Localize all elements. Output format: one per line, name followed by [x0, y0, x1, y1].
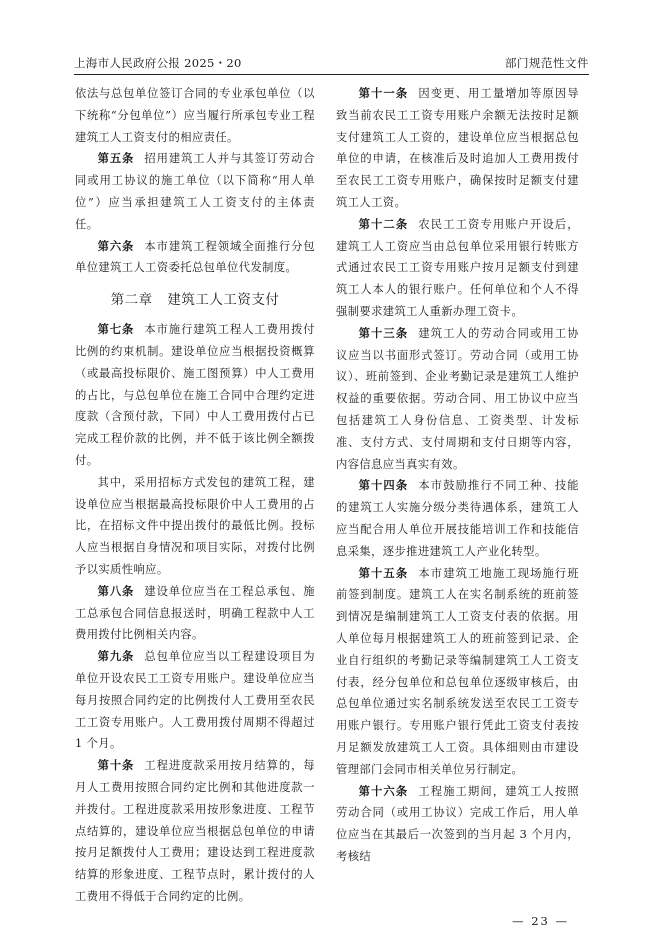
article-16	[336, 781, 579, 868]
article-label: 第十二条	[358, 216, 409, 231]
paragraph: 依法与总包单位签订合同的专业承包单位（以下统称“分包单位”）应当履行所承包专业工程建筑工人工资支付的相应责任。	[75, 87, 315, 144]
article-text: 总包单位应当以工程建设项目为单位开设农民工工资专用账户。建设单位应当每月按照合同约定的比例拨付人工费用至农民工工资专用账户。人工费用拨付周期不得超过 1 个月。	[75, 650, 315, 751]
article-12	[336, 214, 579, 323]
article-text: 本市施行建筑工程人工费用拨付比例的约束机制。建设单位应当根据投资概算（或最高投标限价、施工图预算）中人工费用的占比，与总包单位在施工合同中合理约定进度款（含预付款，下同）中人工费用拨付占已完成工程价款的比例，并不低于该比例全额拨付。	[75, 323, 315, 467]
article-text: 建设单位应当在工程总承包、施工总承包合同信息报送时，明确工程款中人工费用拨付比例相关内容。	[75, 584, 315, 642]
article-label: 第十一条	[358, 86, 409, 100]
article-label: 第九条	[97, 649, 135, 664]
article-text: 工程施工期间，建筑工人按照劳动合同（或用工协议）完成工作后，用人单位应当在其最后一次签到的当月起 3 个月内，考核结	[336, 784, 579, 863]
article-text: 农民工工资专用账户开设后，建筑工人工资应当由总包单位采用银行转账方式通过农民工工资专用账户按月足额支付到建筑工人本人的银行账户。任何单位和个人不得强制要求建筑工人重新办理工资卡。	[336, 217, 579, 318]
article-15	[336, 563, 579, 781]
publication-title: 上海市人民政府公报 2025・20	[74, 56, 242, 70]
right-column	[336, 83, 579, 868]
article-text: 本市建筑工地施工现场施行班前签到制度。建筑工人在实名制系统的班前签到情况是编制建筑工人工资支付表的依据。用人单位每月根据建筑工人的班前签到记录、企业自行组织的考勤记录等编制建筑工人工资支付表，经分包单位和总包单位逐级审核后，由总包单位通过实名制系统发送至农民工工资专用账户银行。专用账户银行凭此工资支付表按月足额发放建筑工人工资。具体细则由市建设管理部门会同市相关单位另行制定。	[336, 566, 579, 776]
article-13	[336, 323, 579, 476]
chapter-title: 建筑工人工资支付	[167, 292, 280, 309]
article-14	[336, 475, 579, 562]
article-text: 因变更、用工量增加等原因导致当前农民工工资专用账户余额无法按时足额支付建筑工人工资的，建设单位应当根据总包单位的申请，在核准后及时追加人工费用拨付至农民工工资专用账户，确保按时足额支付建筑工人工资。	[336, 87, 579, 209]
article-7	[75, 319, 315, 472]
article-10	[75, 755, 315, 908]
article-label: 第十五条	[358, 565, 409, 580]
article-label: 第六条	[97, 238, 135, 253]
page-header	[74, 54, 589, 75]
page-number: — 23 —	[512, 913, 569, 928]
chapter-number: 第二章	[110, 292, 153, 309]
article-text: 工程进度款采用按月结算的，每月人工费用按照合同约定比例和其他进度款一并拨付。工程进度款采用按形象进度、工程节点结算的，建设单位应当根据总包单位的申请按月足额拨付人工费用；建设达到工程进度款结算的形象进度、工程节点时，累计拨付的人工费用不得低于合同约定的比例。	[75, 759, 315, 903]
article-label: 第十六条	[358, 783, 409, 798]
article-11	[336, 83, 579, 214]
article-8	[75, 581, 315, 646]
article-5	[75, 148, 315, 235]
article-label: 第十条	[97, 758, 135, 773]
article-label: 第七条	[97, 322, 135, 337]
chapter-heading	[75, 289, 315, 311]
left-column	[75, 83, 315, 908]
two-column-body	[75, 83, 579, 908]
article-text: 本市建筑工程领域全面推行分包单位建筑工人工资委托总包单位代发制度。	[75, 239, 315, 275]
article-text: 招用建筑工人并与其签订劳动合同或用工协议的施工单位（以下简称“用人单位”）应当承担建筑工人工资支付的主体责任。	[75, 152, 315, 231]
article-6	[75, 236, 315, 280]
article-label: 第八条	[97, 583, 135, 598]
article-label: 第五条	[97, 151, 135, 166]
article-9	[75, 646, 315, 755]
article-text: 本市鼓励推行不同工种、技能的建筑工人实施分级分类待遇体系，建筑工人应当配合用人单位开展技能培训工作和技能信息采集，逐步推进建筑工人产业化转型。	[336, 479, 579, 558]
paragraph: 其中，采用招标方式发包的建筑工程，建设单位应当根据最高投标限价中人工费用的占比，在招标文件中提出拨付的最低比例。投标人应当根据自身情况和项目实际，对拨付比例予以实质性响应。	[75, 475, 315, 576]
article-label: 第十四条	[358, 478, 409, 493]
article-text: 建筑工人的劳动合同或用工协议应当以书面形式签订。劳动合同（或用工协议）、班前签到、企业考勤记录是建筑工人维护权益的重要依据。劳动合同、用工协议中应当包括建筑工人身份信息、工资类型、计发标准、支付方式、支付周期和支付日期等内容，内容信息应当真实有效。	[336, 326, 579, 471]
section-title: 部门规范性文件	[505, 56, 589, 70]
article-label: 第十三条	[358, 325, 409, 340]
